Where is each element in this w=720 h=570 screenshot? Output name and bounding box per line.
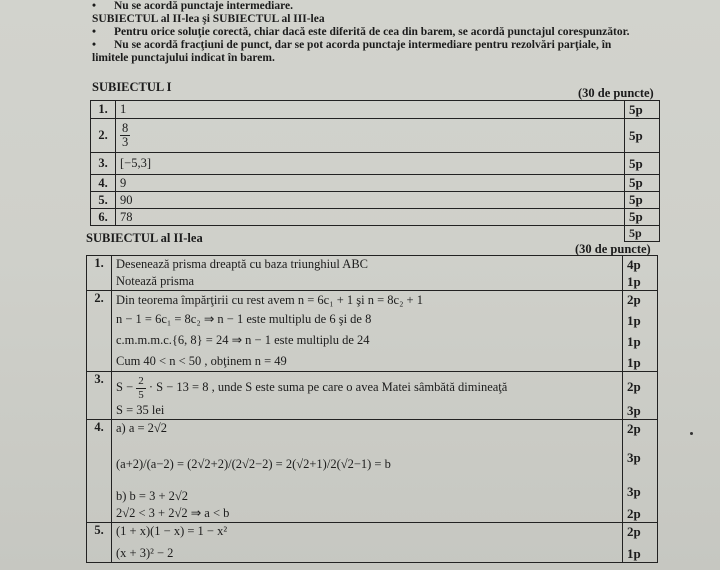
- points-cell: 5p: [625, 226, 660, 242]
- item-number: 3.: [91, 153, 116, 175]
- item-number: 1.: [87, 256, 112, 291]
- solution-cell: [112, 372, 623, 420]
- item-number: 6.: [91, 209, 116, 226]
- points-cell: 5p: [625, 209, 660, 226]
- solution-line: Din teorema împărţirii cu rest avem n = 6c₁ + 1 şi n = 8c₂ + 1: [116, 293, 423, 307]
- solution-line: Desenează prisma dreaptă cu baza triunghiul ABC: [116, 257, 368, 271]
- fraction: $\frac{8}{3}$: [122, 121, 129, 149]
- answer-cell: 9: [116, 175, 625, 192]
- points-cell: 2p 3p: [623, 372, 658, 420]
- item-number: 5.: [87, 523, 112, 563]
- paper-speck: [690, 432, 693, 435]
- subiect2-table: [86, 255, 658, 563]
- points-cell: 2p 3p 3p 2p: [623, 420, 658, 523]
- solution-line: 2√2 < 3 + 2√2 ⇒ a < b: [116, 506, 230, 520]
- instruction-line: • Pentru orice soluţie corectă, chiar dacă este diferită de cea din barem, se acordă punctajul corespunzător.: [92, 26, 630, 38]
- solution-cell: [112, 420, 623, 523]
- solution-line: Notează prisma: [116, 274, 195, 288]
- answer-cell: 78: [116, 209, 625, 226]
- solution-line: (x + 3)² − 2: [116, 546, 174, 560]
- item-number: 4.: [87, 420, 112, 523]
- points-cell: 5p: [625, 192, 660, 209]
- solution-line: a) a = 2√2: [116, 421, 168, 435]
- solution-cell: [112, 291, 623, 372]
- subiect1-title: SUBIECTUL I: [92, 80, 172, 94]
- subiect1-table: [90, 100, 660, 242]
- table-row: [87, 256, 658, 291]
- points-cell: 4p 1p: [623, 256, 658, 291]
- solution-line: (1 + x)(1 − x) = 1 − x²: [116, 524, 228, 538]
- instruction-line: • Nu se acordă fracţiuni de punct, dar se pot acorda punctaje intermediare pentru rezolvări parţiale, în: [92, 39, 612, 51]
- item-number: 2.: [91, 119, 116, 153]
- answer-cell: 90: [116, 192, 625, 209]
- item-number: 2.: [87, 291, 112, 372]
- solution-line: b) b = 3 + 2√2: [116, 489, 188, 503]
- fraction: $\frac{2}{5}$: [138, 374, 144, 401]
- solution-line: S = 35 lei: [116, 403, 165, 417]
- item-number: 4.: [91, 175, 116, 192]
- subiect2-points: (30 de puncte): [575, 242, 651, 256]
- answer-cell: [116, 119, 625, 153]
- table-row: [91, 192, 660, 209]
- instruction-line: • Nu se acordă punctaje intermediare.: [92, 0, 293, 12]
- answer-cell: [−5,3]: [116, 153, 625, 175]
- subiect2-title: SUBIECTUL al II-lea: [86, 231, 203, 245]
- table-row: [87, 372, 658, 420]
- subiect1-points: (30 de puncte): [578, 86, 654, 100]
- table-row: [91, 153, 660, 175]
- table-row: [87, 291, 658, 372]
- solution-cell: [112, 256, 623, 291]
- points-cell: 5p: [625, 153, 660, 175]
- points-cell: 5p: [625, 175, 660, 192]
- table-row: [87, 523, 658, 563]
- table-row: [91, 209, 660, 226]
- table-row: [87, 420, 658, 523]
- solution-line: c.m.m.m.c.{6, 8} = 24 ⇒ n − 1 este multiplu de 24: [116, 333, 370, 347]
- points-cell: 5p: [625, 101, 660, 119]
- scoring-instructions: [92, 0, 692, 65]
- solution-line: S − $\frac{2}{5}$ · S − 13 = 8 , unde S este suma pe care o avea Matei sâmbătă dimineaţă: [116, 374, 508, 401]
- points-cell: 2p 1p: [623, 523, 658, 563]
- table-row: [91, 101, 660, 119]
- instruction-line: SUBIECTUL al II-lea şi SUBIECTUL al III-lea: [92, 13, 325, 25]
- solution-cell: [112, 523, 623, 563]
- points-cell: 5p: [625, 119, 660, 153]
- solution-line: n − 1 = 6c₁ = 8c₂ ⇒ n − 1 este multiplu de 6 şi de 8: [116, 312, 372, 326]
- item-number: 3.: [87, 372, 112, 420]
- item-number: 5.: [91, 192, 116, 209]
- table-row: [91, 119, 660, 153]
- solution-line: (a+2)/(a−2) = (2√2+2)/(2√2−2) = 2(√2+1)/2(√2−1) = b: [116, 457, 391, 471]
- instruction-line: limitele punctajului indicat în barem.: [92, 52, 275, 64]
- item-number: 1.: [91, 101, 116, 119]
- points-cell: 2p 1p 1p 1p: [623, 291, 658, 372]
- answer-cell: 1: [116, 101, 625, 119]
- solution-line: Cum 40 < n < 50 , obţinem n = 49: [116, 354, 287, 368]
- table-row: [91, 175, 660, 192]
